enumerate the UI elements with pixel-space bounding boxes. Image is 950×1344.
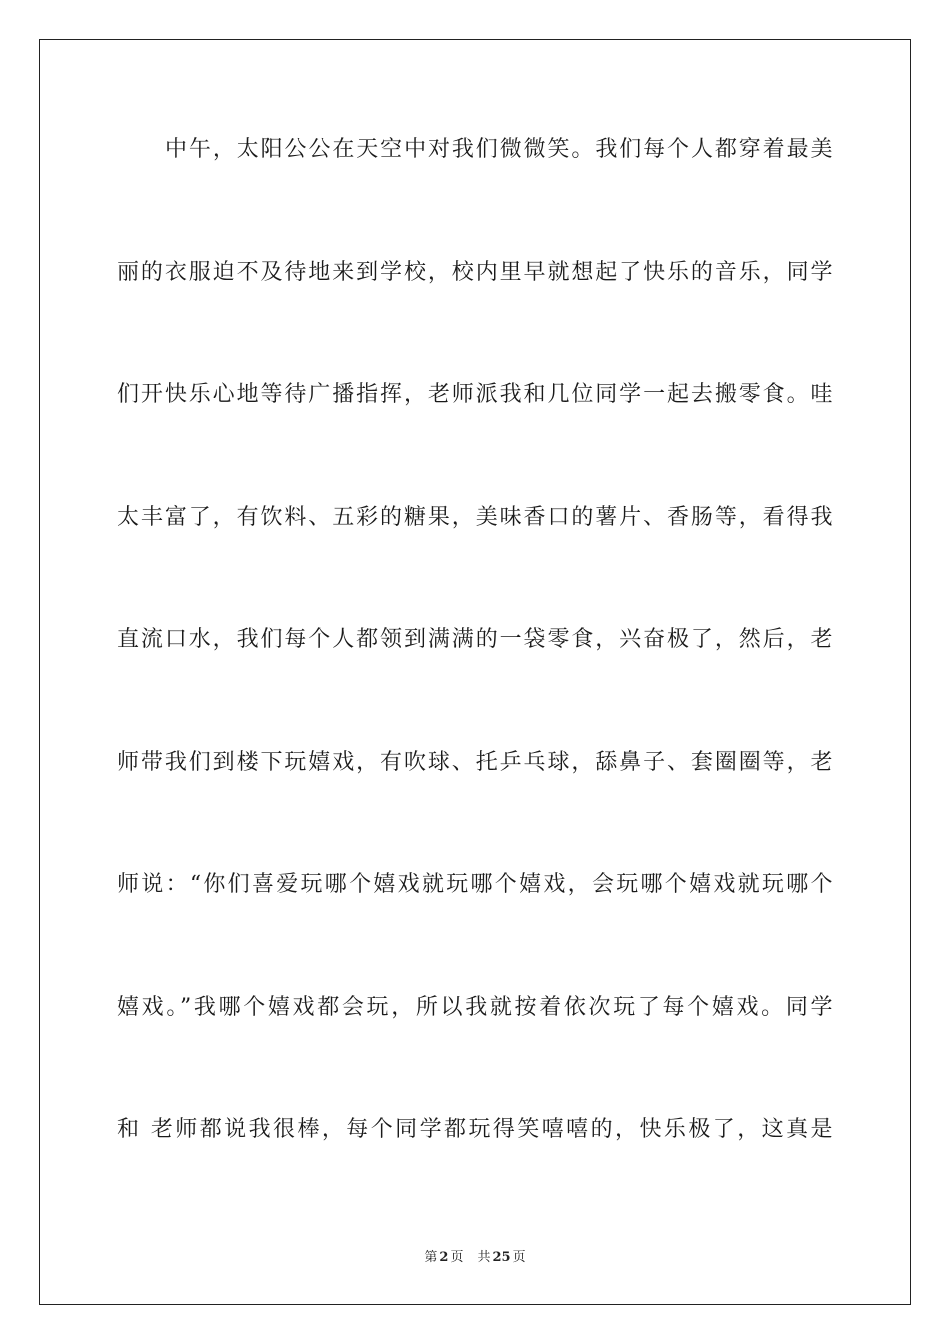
total-pages: 25 bbox=[492, 1250, 511, 1265]
page-prefix: 第 bbox=[424, 1250, 438, 1265]
total-suffix: 页 bbox=[512, 1250, 526, 1265]
text-line-6: 师带我们到楼下玩嬉戏，有吹球、托乒乓球，舔鼻子、套圈圈等，老 bbox=[117, 749, 833, 775]
text-line-1: 中午，太阳公公在天空中对我们微微笑。我们每个人都穿着最美 bbox=[165, 137, 833, 162]
total-prefix: 共 bbox=[477, 1250, 491, 1265]
text-line-9: 和 老师都说我很棒，每个同学都玩得笑嘻嘻的，快乐极了，这真是 bbox=[117, 1117, 833, 1142]
text-line-5: 直流口水，我们每个人都领到满满的一袋零食，兴奋极了，然后，老 bbox=[117, 627, 833, 652]
text-line-4: 太丰富了，有饮料、五彩的糖果，美味香口的薯片、香肠等，看得我 bbox=[117, 504, 833, 530]
text-line-7: 师说：“你们喜爱玩哪个嬉戏就玩哪个嬉戏，会玩哪个嬉戏就玩哪个 bbox=[117, 872, 833, 897]
text-line-3: 们开快乐心地等待广播指挥，老师派我和几位同学一起去搬零食。哇 bbox=[117, 382, 833, 407]
text-line-8: 嬉戏。”我哪个嬉戏都会玩，所以我就按着依次玩了每个嬉戏。同学 bbox=[117, 994, 833, 1020]
page-number: 2 bbox=[439, 1250, 449, 1265]
body-text bbox=[117, 128, 833, 1231]
text-line-2: 丽的衣服迫不及待地来到学校，校内里早就想起了快乐的音乐，同学 bbox=[117, 259, 833, 285]
page-suffix: 页 bbox=[450, 1250, 464, 1265]
page-footer bbox=[0, 1246, 950, 1265]
